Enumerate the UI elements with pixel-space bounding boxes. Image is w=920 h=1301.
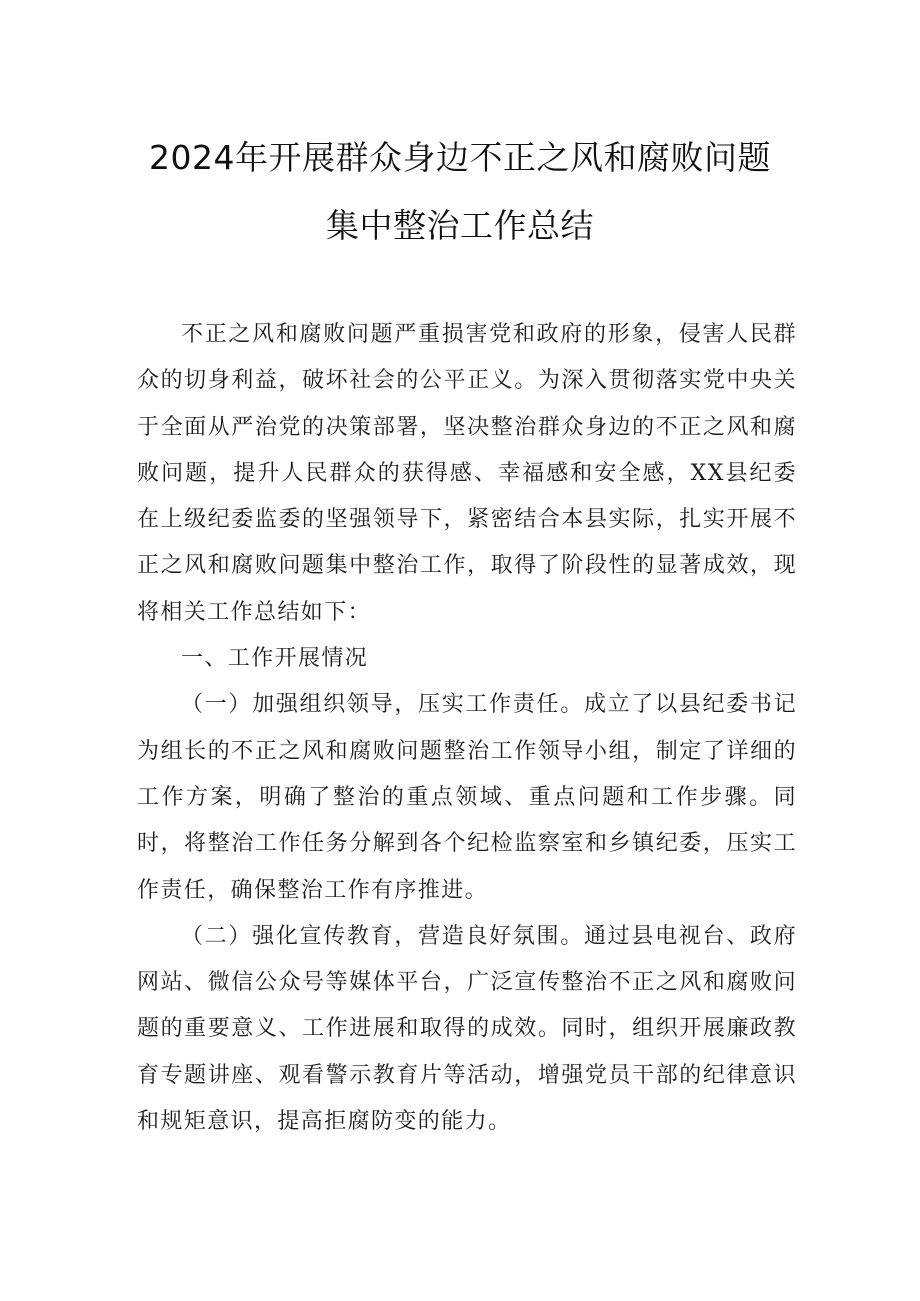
document-title-line-1: 2024年开展群众身边不正之风和腐败问题 [149, 138, 771, 177]
item-paragraph-organization: （一）加强组织领导，压实工作责任。成立了以县纪委书记为组长的不正之风和腐败问题整治工作领导小组，制定了详细的工作方案，明确了整治的重点领域、重点问题和工作步骤。同时，将整治工作任务分解到各个纪检监察室和乡镇纪委，压实工作责任，确保整治工作有序推进。 [137, 692, 797, 903]
document-title-line-2: 集中整治工作总结 [326, 206, 594, 245]
item-paragraph-publicity: （二）强化宣传教育，营造良好氛围。通过县电视台、政府网站、微信公众号等媒体平台，广泛宣传整治不正之风和腐败问题的重要意义、工作进展和取得的成效。同时，组织开展廉政教育专题讲座、观看警示教育片等活动，增强党员干部的纪律意识和规矩意识，提高拒腐防变的能力。 [137, 923, 797, 1135]
section-heading-work-progress: 一、工作开展情况 [181, 646, 369, 672]
document-body [137, 312, 797, 1145]
intro-paragraph: 不正之风和腐败问题严重损害党和政府的形象，侵害人民群众的切身利益，破坏社会的公平正义。为深入贯彻落实党中央关于全面从严治党的决策部署，坚决整治群众身边的不正之风和腐败问题，提升人民群众的获得感、幸福感和安全感，XX县纪委在上级纪委监委的坚强领导下，紧密结合本县实际，扎实开展不正之风和腐败问题集中整治工作，取得了阶段性的显著成效，现将相关工作总结如下： [137, 322, 797, 625]
